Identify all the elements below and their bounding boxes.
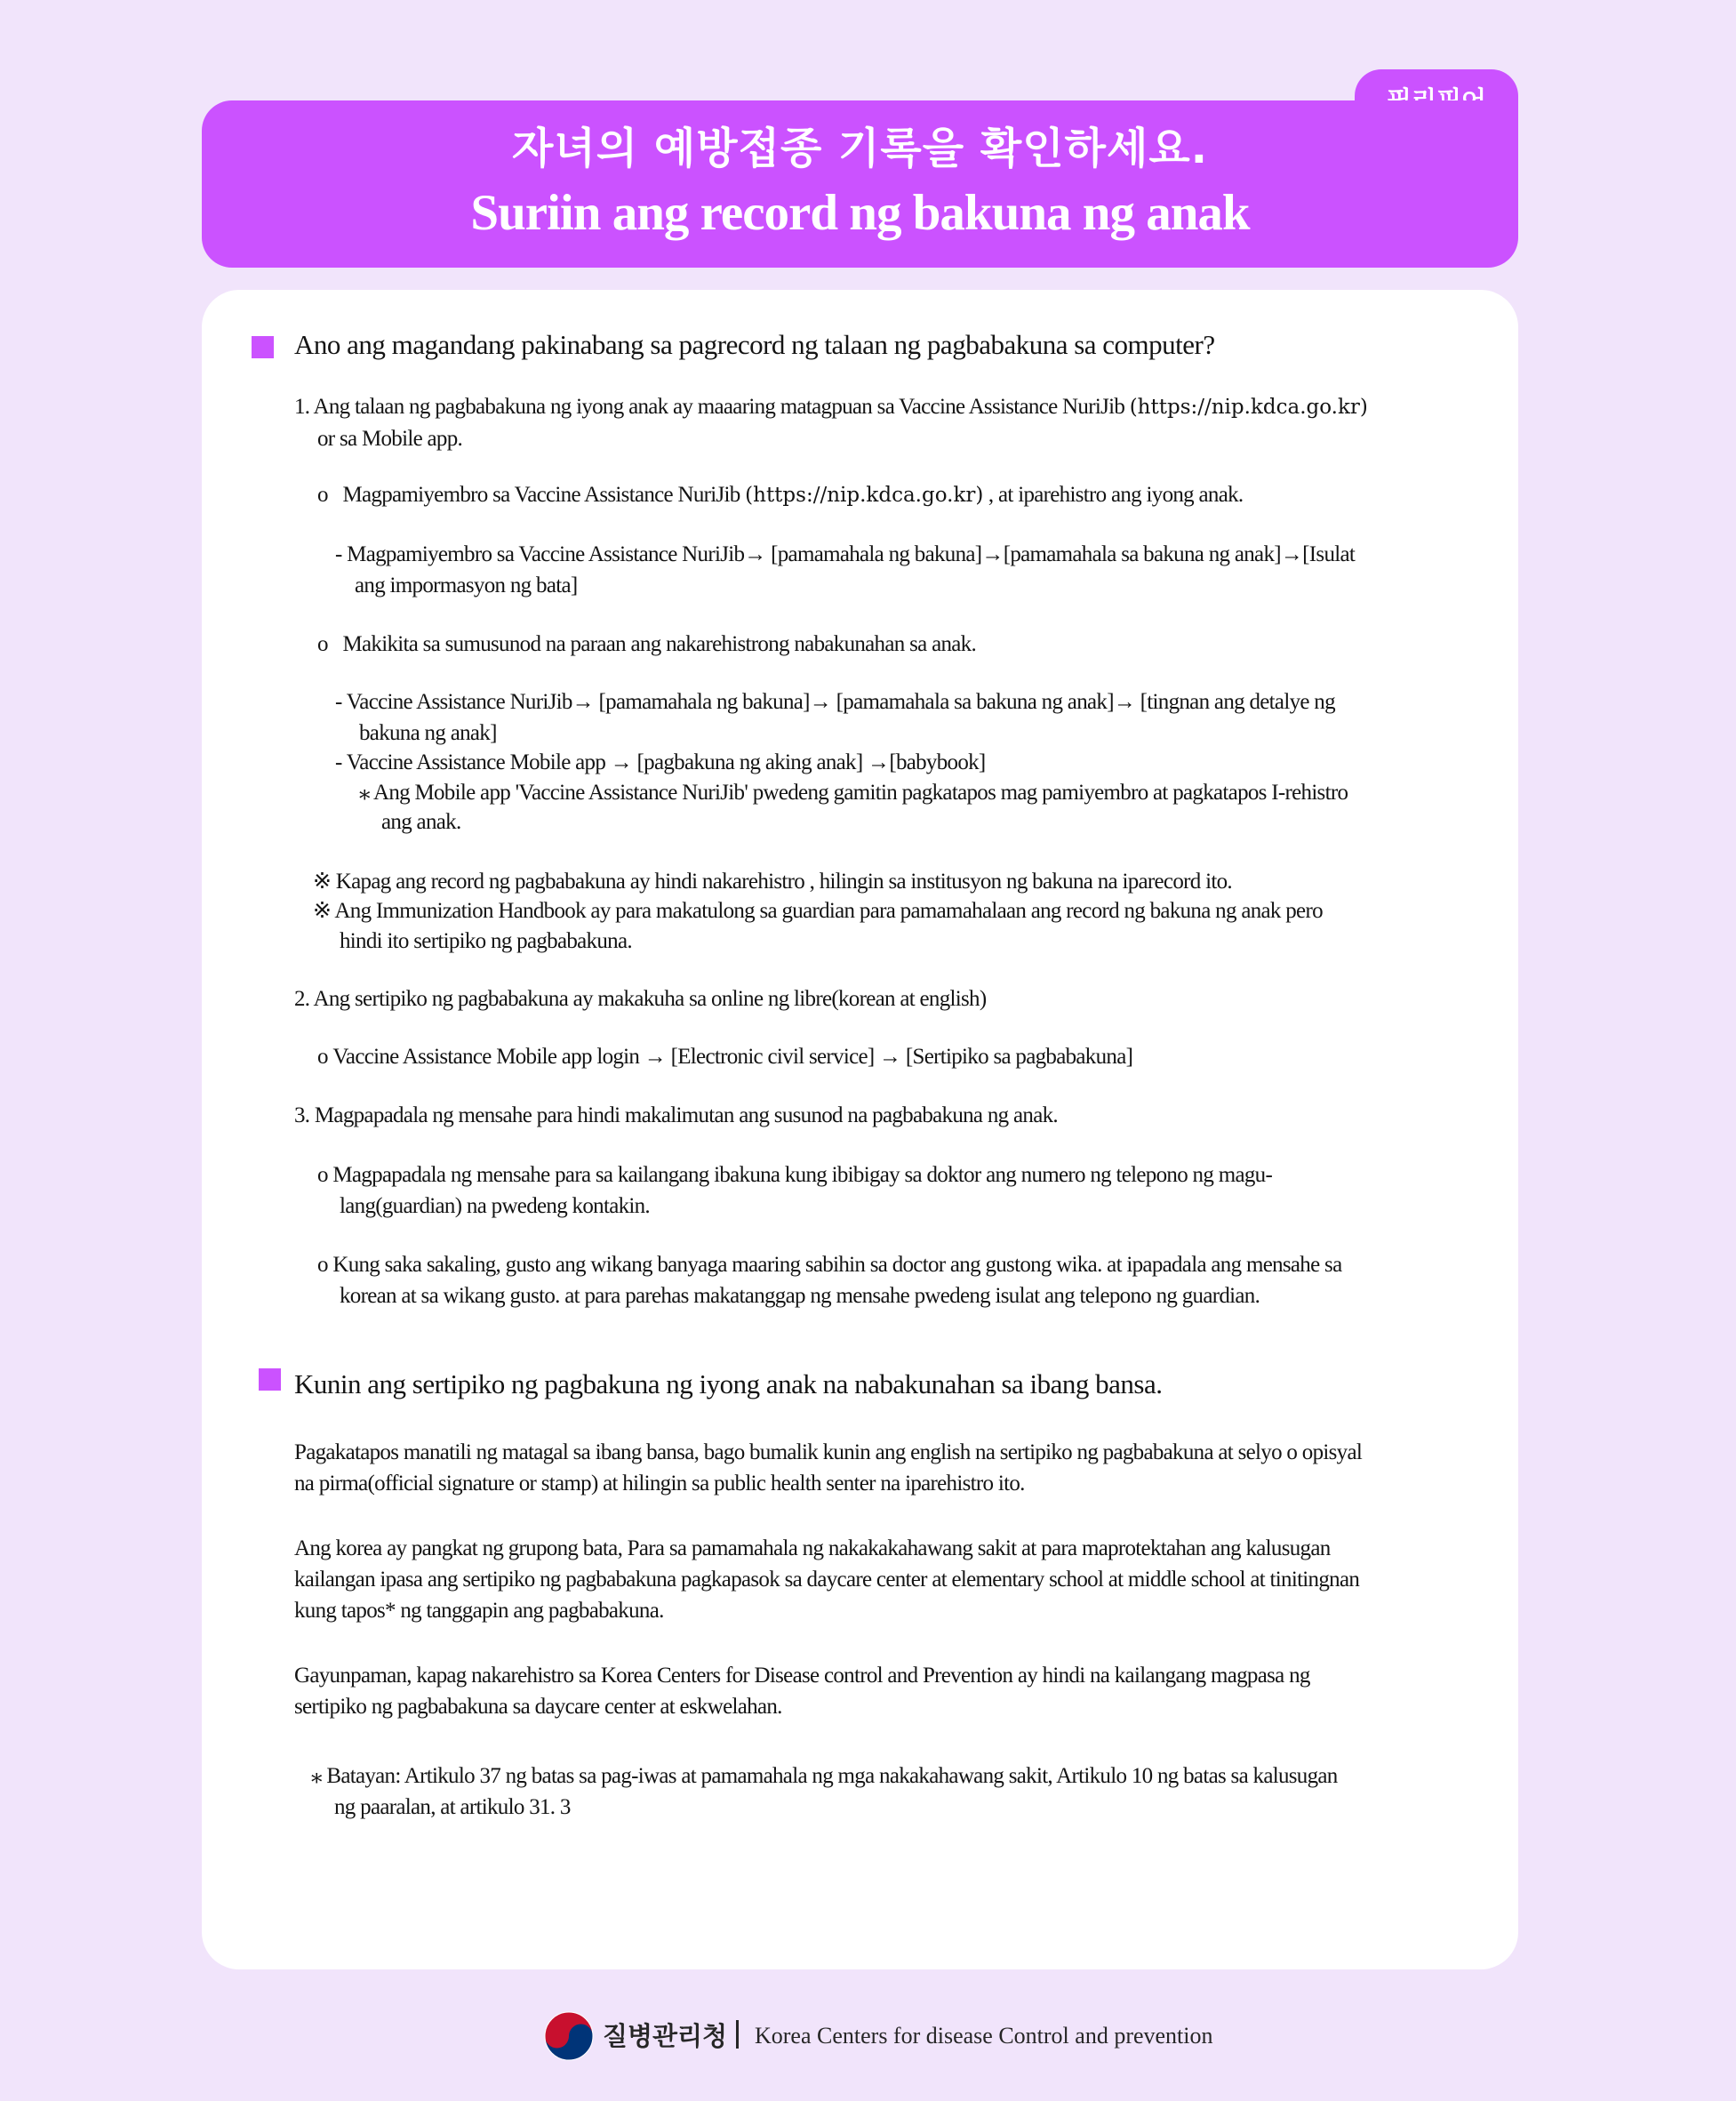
agency-name-english: Korea Centers for disease Control and prevention — [755, 2023, 1213, 2049]
dash2-line2: bakuna ng anak] — [359, 721, 497, 745]
section-bullet-square — [259, 1368, 281, 1391]
taegeuk-logo-icon — [544, 2011, 594, 2061]
title-filipino: Suriin ang record ng bakuna ng anak — [470, 185, 1250, 241]
footer — [544, 2011, 1255, 2061]
para3-line1: Gayunpaman, kapag nakarehistro sa Korea Centers for Disease control and Prevention ay hindi na kailangang magpasa ng — [294, 1664, 1310, 1688]
title-korean: 자녀의 예방접종 기록을 확인하세요. — [512, 124, 1208, 173]
dash3: - Vaccine Assistance Mobile app → [pagbakuna ng aking anak] →[babybook] — [335, 750, 986, 774]
section1-title: Ano ang magandang pakinabang sa pagrecord ng talaan ng pagbabakuna sa computer? — [294, 329, 1215, 360]
nuriJib-url[interactable]: (https://nip.kdca.go.kr) — [1129, 396, 1368, 419]
agency-name-korean: 질병관리청 — [603, 2021, 728, 2051]
nuriJib-url-2[interactable]: (https://nip.kdca.go.kr) — [745, 484, 984, 507]
item1-line1: 1. Ang talaan ng pagbabakuna ng iyong anak ay maaaring matagpuan sa Vaccine Assistance NuriJib (https://nip.kdca.go.kr) — [294, 395, 1368, 419]
item1-line2: or sa Mobile app. — [317, 427, 463, 451]
section-bullet-square — [252, 336, 274, 358]
legal-basis-line2: ng paaralan, at artikulo 31. 3 — [334, 1795, 571, 1819]
bullet1: ο Magpamiyembro sa Vaccine Assistance NuriJib (https://nip.kdca.go.kr) , at iparehistro ang iyong anak. — [317, 483, 1244, 507]
star-note-line2: ang anak. — [381, 810, 461, 834]
dash1-line2: ang impormasyon ng bata] — [355, 573, 578, 597]
star-note-line1: ⁎ Ang Mobile app 'Vaccine Assistance NuriJib' pwedeng gamitin pagkatapos mag pamiyembro at pagkatapos I-rehistro — [359, 781, 1348, 805]
para1-line2: na pirma(official signature or stamp) at hilingin sa public health senter na iparehistro ito. — [294, 1472, 1025, 1496]
footer-divider — [736, 2020, 739, 2049]
bullet3: ο Vaccine Assistance Mobile app login → [Electronic civil service] → [Sertipiko sa pagbabakuna] — [317, 1045, 1133, 1069]
dash1-line1: - Magpamiyembro sa Vaccine Assistance NuriJib→ [pamamahala ng bakuna]→[pamamahala sa bakuna ng anak]→[Isulat — [335, 542, 1356, 566]
para2-line1: Ang korea ay pangkat ng grupong bata, Para sa pamamahala ng nakakakahawang sakit at para maprotektahan ang kalusugan — [294, 1536, 1331, 1560]
para1-line1: Pagakatapos manatili ng matagal sa ibang bansa, bago bumalik kunin ang english na sertipiko ng pagbabakuna at selyo o opisyal — [294, 1440, 1363, 1464]
reference-note2-line2: hindi ito sertipiko ng pagbabakuna. — [340, 929, 632, 953]
header-banner — [202, 100, 1518, 268]
reference-note1: ※ Kapag ang record ng pagbabakuna ay hindi nakarehistro , hilingin sa institusyon ng bakuna na iparecord ito. — [313, 870, 1232, 894]
para2-line2: kailangan ipasa ang sertipiko ng pagbabakuna pagkapasok sa daycare center at elementary school at middle school at tinitingnan — [294, 1568, 1360, 1592]
bullet5-line2: korean at sa wikang gusto. at para parehas makatanggap ng mensahe pwedeng isulat ang telepono ng guardian. — [340, 1284, 1260, 1308]
reference-note2-line1: ※ Ang Immunization Handbook ay para makatulong sa guardian para pamamahalaan ang record ng bakuna ng anak pero — [313, 899, 1323, 923]
bullet2: ο Makikita sa sumusunod na paraan ang nakarehistrong nabakunahan sa anak. — [317, 632, 977, 656]
dash2-line1: - Vaccine Assistance NuriJib→ [pamamahala ng bakuna]→ [pamamahala sa bakuna ng anak]→ [tingnan ang detalye ng — [335, 690, 1335, 714]
bullet5-line1: ο Kung saka sakaling, gusto ang wikang banyaga maaring sabihin sa doctor ang gustong wika. at ipapadala ang mensahe sa — [317, 1253, 1342, 1277]
para3-line2: sertipiko ng pagbabakuna sa daycare center at eskwelahan. — [294, 1695, 782, 1719]
bullet4-line1: ο Magpapadala ng mensahe para sa kailangang ibakuna kung ibibigay sa doktor ang numero ng telepono ng magu- — [317, 1163, 1273, 1187]
item2: 2. Ang sertipiko ng pagbabakuna ay makakuha sa online ng libre(korean at english) — [294, 987, 987, 1011]
section2-title: Kunin ang sertipiko ng pagbakuna ng iyong anak na nabakunahan sa ibang bansa. — [294, 1368, 1163, 1399]
item3: 3. Magpapadala ng mensahe para hindi makalimutan ang susunod na pagbabakuna ng anak. — [294, 1103, 1058, 1127]
para2-line3: kung tapos* ng tanggapin ang pagbabakuna. — [294, 1599, 664, 1623]
bullet4-line2: lang(guardian) na pwedeng kontakin. — [340, 1194, 650, 1218]
legal-basis-line1: ⁎ Batayan: Artikulo 37 ng batas sa pag-iwas at pamamahala ng mga nakakahawang sakit, Artikulo 10 ng batas sa kalusugan — [311, 1764, 1338, 1788]
